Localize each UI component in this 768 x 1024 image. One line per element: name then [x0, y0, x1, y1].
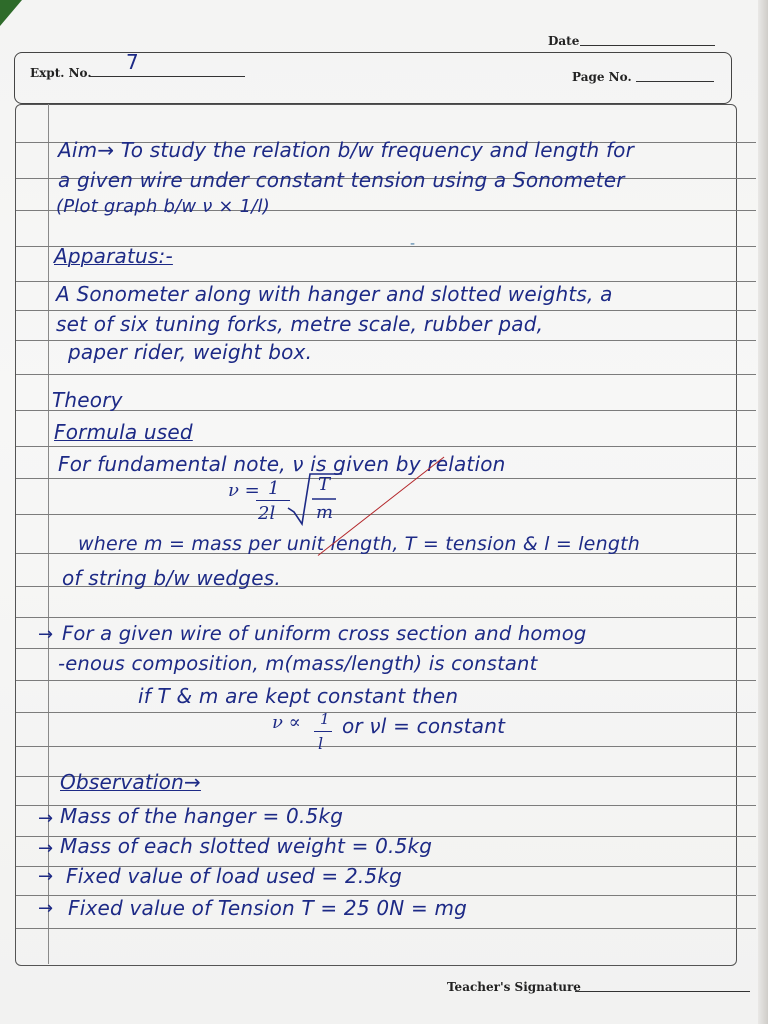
formula-root-denominator: m — [316, 502, 334, 523]
signature-line — [575, 991, 750, 992]
observation-item: Fixed value of Tension T = 25 0N = mg — [68, 896, 468, 920]
rule-line — [16, 648, 756, 649]
aim-line-3: (Plot graph b/w ν × 1/l) — [56, 196, 270, 217]
observation-item: Fixed value of load used = 2.5kg — [66, 864, 403, 888]
observation-item: Mass of each slotted weight = 0.5kg — [60, 834, 433, 858]
apparatus-line-3: paper rider, weight box. — [68, 340, 313, 364]
rule-line — [16, 446, 756, 447]
aim-line-1: Aim→ To study the relation b/w frequency and length for — [58, 138, 635, 162]
expt-label: Expt. No. — [30, 66, 92, 80]
formula-nu: ν = — [228, 480, 260, 501]
proportion-right: or νl = constant — [342, 714, 506, 738]
ink-dot: - — [410, 236, 416, 252]
proportion-denominator: l — [318, 734, 324, 753]
proportion-fraction-bar — [314, 731, 332, 732]
apparatus-line-1: A Sonometer along with hanger and slotted weights, a — [56, 282, 613, 306]
margin-line — [48, 104, 49, 964]
observation-item: Mass of the hanger = 0.5kg — [60, 804, 344, 828]
page-label: Page No. — [572, 70, 632, 84]
bullet-arrow-icon: → — [38, 624, 54, 645]
page-corner-tab — [0, 0, 22, 26]
uniform-line-1: For a given wire of uniform cross section and homog — [62, 622, 587, 645]
date-line — [580, 45, 715, 46]
rule-line — [16, 712, 756, 713]
aim-line-2: a given wire under constant tension using a Sonometer — [58, 168, 625, 192]
apparatus-line-2: set of six tuning forks, metre scale, rubber pad, — [56, 312, 544, 336]
expt-line — [90, 76, 245, 77]
formula-heading: Formula used — [54, 420, 193, 444]
theory-line-1: For fundamental note, ν is given by relation — [58, 452, 506, 476]
rule-line — [16, 374, 756, 375]
bullet-arrow-icon: → — [38, 866, 54, 887]
bullet-arrow-icon: → — [38, 898, 54, 919]
rule-line — [16, 514, 756, 515]
observation-heading: Observation→ — [60, 770, 201, 794]
rule-line — [16, 617, 756, 618]
expt-number: 7 — [126, 50, 139, 74]
proportion-numerator: 1 — [320, 710, 330, 728]
proportion-left: ν ∝ — [272, 712, 301, 733]
teacher-signature-label: Teacher's Signature — [447, 980, 581, 994]
formula-denominator: 2l — [258, 503, 276, 524]
bullet-arrow-icon: → — [38, 838, 54, 859]
page-line — [636, 81, 714, 82]
kept-constant-line: if T & m are kept constant then — [138, 684, 459, 708]
page-edge-shadow — [758, 0, 768, 1024]
rule-line — [16, 410, 756, 411]
where-line: where m = mass per unit length, T = tension & l = length — [78, 533, 640, 555]
rule-line — [16, 478, 756, 479]
apparatus-heading: Apparatus:- — [54, 244, 173, 268]
formula-fraction-bar — [256, 500, 290, 501]
rule-line — [16, 746, 756, 747]
theory-heading: Theory — [52, 388, 123, 412]
bullet-arrow-icon: → — [38, 808, 54, 829]
rule-line — [16, 928, 756, 929]
uniform-line-2: -enous composition, m(mass/length) is constant — [58, 652, 538, 675]
rule-line — [16, 310, 756, 311]
formula-root-numerator: T — [318, 474, 331, 495]
where-line-2: of string b/w wedges. — [62, 566, 281, 590]
rule-line — [16, 680, 756, 681]
date-label: Date — [548, 34, 580, 48]
formula-numerator: 1 — [268, 478, 280, 499]
